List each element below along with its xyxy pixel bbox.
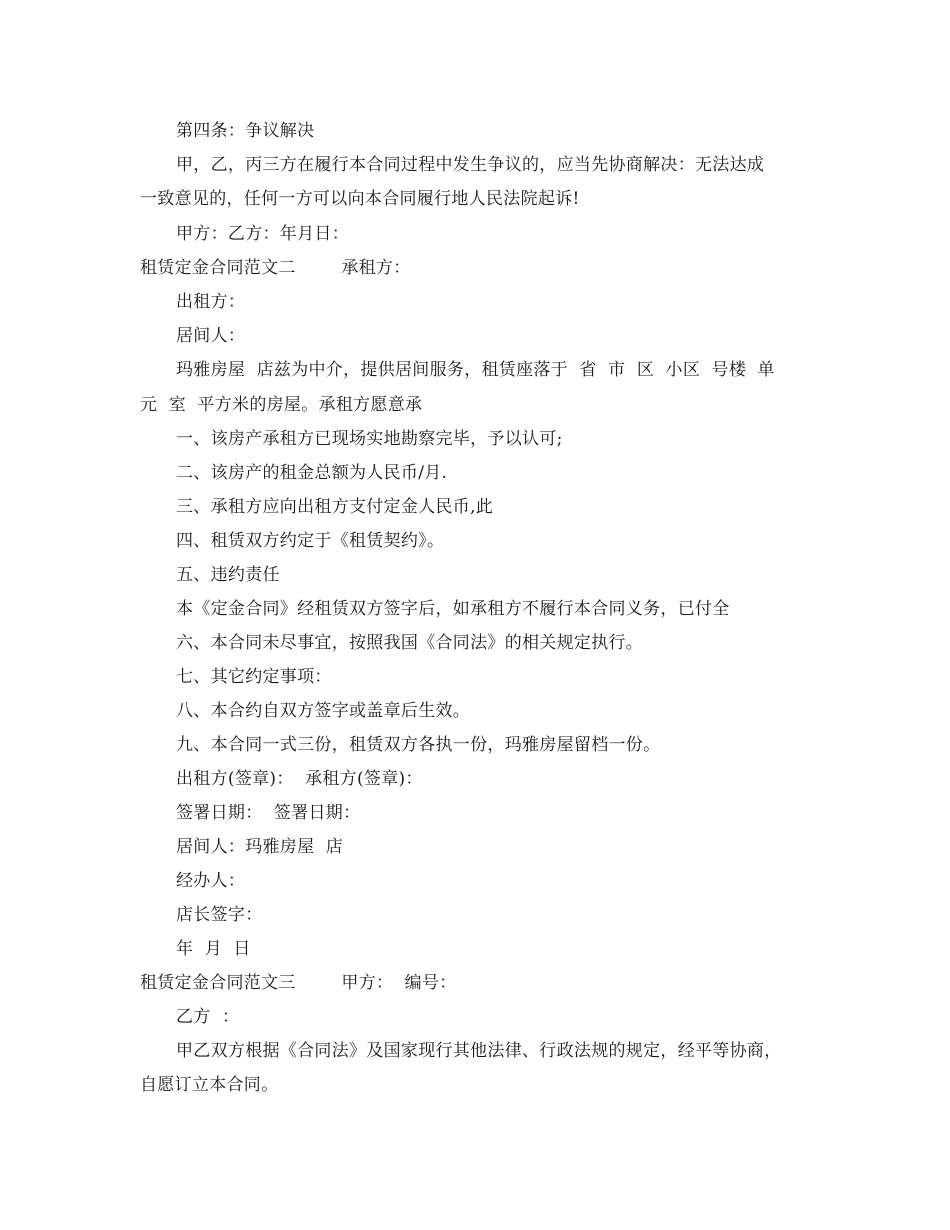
text-line: 乙方 ： [176,1007,240,1027]
text-line: 八、本合约自双方签字或盖章后生效。 [176,701,471,721]
text-line: 一致意见的，任何一方可以向本合同履行地人民法院起诉! [140,189,580,209]
section-heading: 租赁定金合同范文二 承租方： [140,258,411,278]
text-line: 签署日期： 签署日期： [176,803,361,823]
text-line: 玛雅房屋 店兹为中介，提供居间服务，租赁座落于 省 市 区 小区 号楼 单 [176,360,775,380]
text-line: 四、租赁双方约定于《租赁契约》。 [176,531,445,551]
text-line: 甲，乙，丙三方在履行本合同过程中发生争议的，应当先协商解决：无法达成 [176,155,765,175]
text-line: 居间人：玛雅房屋 店 [176,837,344,857]
text-line: 二、该房产的租金总额为人民币/月. [176,463,448,483]
text-line: 出租方(签章)： 承租方(签章)： [176,769,423,789]
text-line: 六、本合同未尽事宜，按照我国《合同法》的相关规定执行。 [176,633,644,653]
text-line: 五、违约责任 [176,565,280,585]
text-line: 第四条：争议解决 [176,121,315,141]
text-line: 九、本合同一式三份，租赁双方各执一份，玛雅房屋留档一份。 [176,735,661,755]
text-line: 甲方：乙方：年月日： [176,224,349,244]
text-line: 三、承租方应向出租方支付定金人民币,此 [176,497,494,517]
text-line: 七、其它约定事项： [176,667,332,687]
text-line: 自愿订立本合同。 [140,1075,279,1095]
text-line: 店长签字： [176,905,263,925]
text-line: 甲乙双方根据《合同法》及国家现行其他法律、行政法规的规定，经平等协商， [176,1041,782,1061]
section-heading: 租赁定金合同范文三 甲方： 编号： [140,973,457,993]
text-line: 年 月 日 [176,939,251,959]
text-line: 本《定金合同》经租赁双方签字后，如承租方不履行本合同义务，已付全 [176,599,730,619]
text-line: 出租方： [176,292,246,312]
text-line: 经办人： [176,871,246,891]
text-line: 居间人： [176,326,246,346]
text-line: 元 室 平方米的房屋。承租方愿意承 [140,395,423,415]
text-line: 一、该房产承租方已现场实地勘察完毕，予以认可; [176,429,563,449]
